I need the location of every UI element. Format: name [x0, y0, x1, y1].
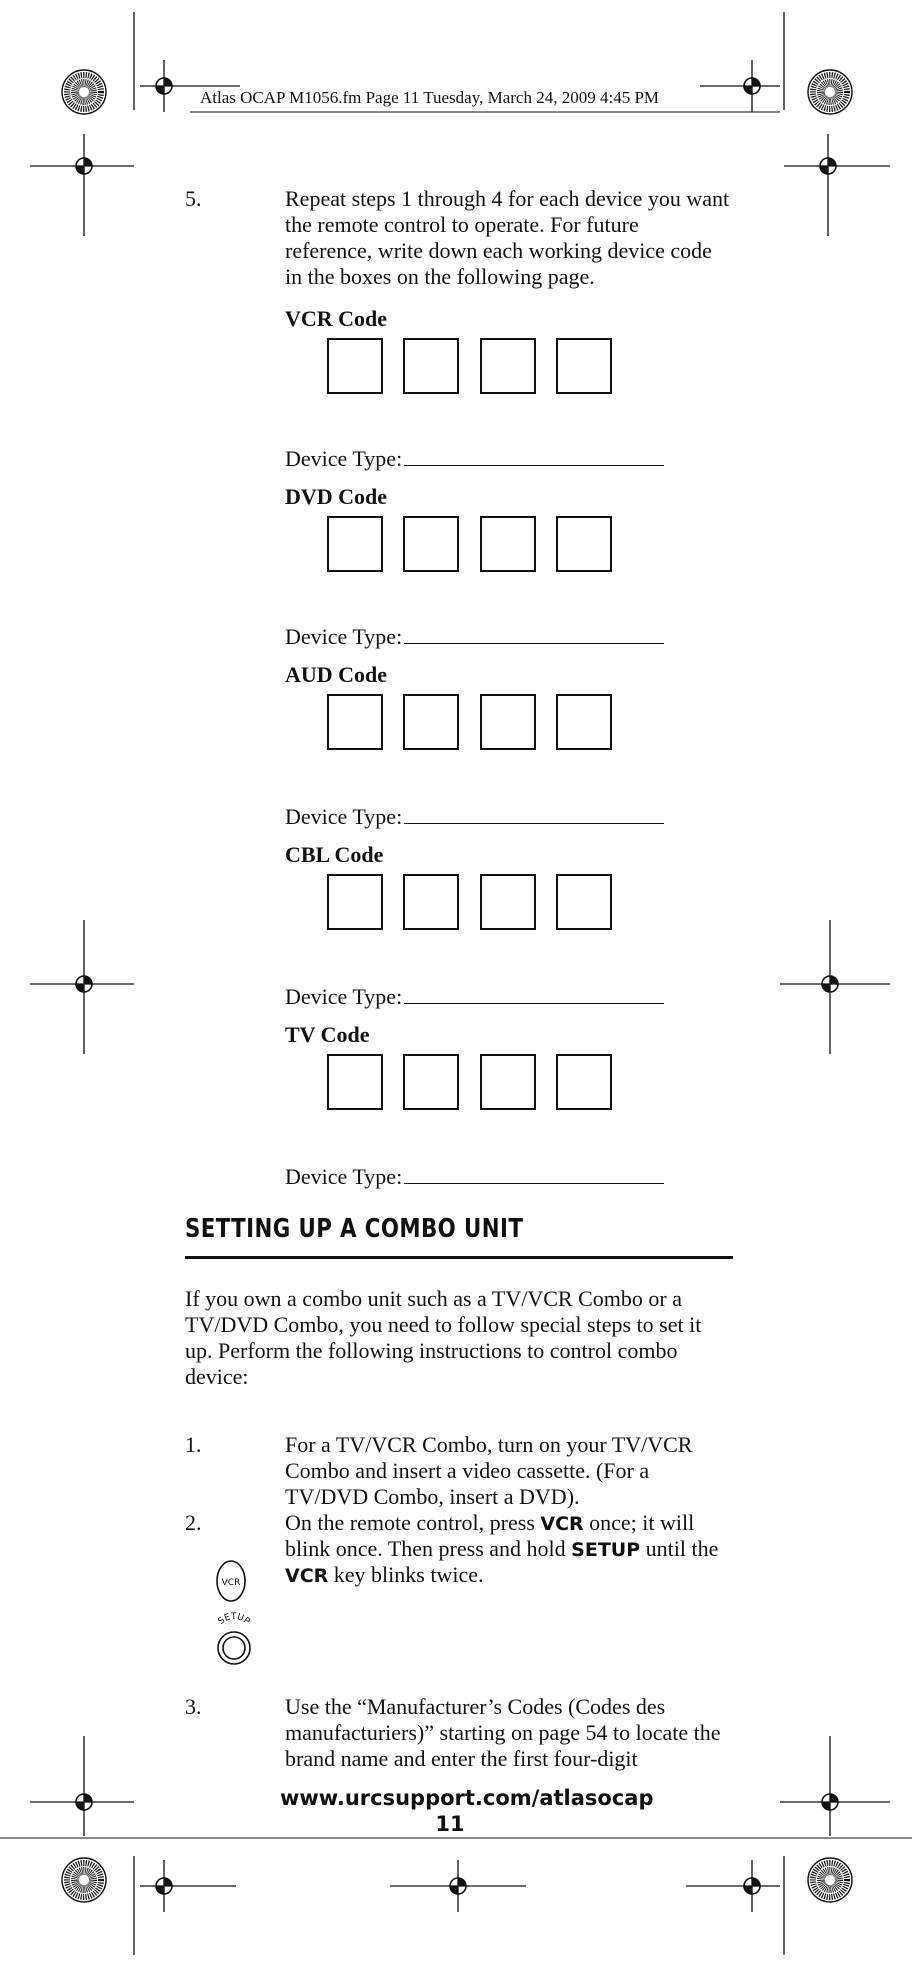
svg-text:SETUP	[217, 1612, 252, 1627]
device-type-field	[285, 1164, 664, 1190]
code-digit-box[interactable]	[556, 338, 612, 394]
code-digit-box[interactable]	[327, 694, 383, 750]
step-text	[285, 1510, 733, 1588]
code-digit-box[interactable]	[480, 874, 536, 930]
code-label: VCR Code	[285, 306, 388, 331]
code-label: AUD Code	[285, 662, 388, 687]
device-type-blank[interactable]	[404, 985, 664, 1004]
code-label: CBL Code	[285, 842, 384, 867]
code-digit-box[interactable]	[327, 1054, 383, 1110]
code-digit-box[interactable]	[480, 516, 536, 572]
footer-url: www.urcsupport.com/atlasocap	[280, 1786, 654, 1810]
device-type-label: Device Type:	[285, 446, 403, 471]
code-digit-box[interactable]	[556, 874, 612, 930]
code-digit-box[interactable]	[403, 694, 459, 750]
device-type-blank[interactable]	[404, 805, 664, 824]
step-text-part: once; it will blink once. Then press and hold	[285, 1510, 695, 1561]
step-text-part: On the remote control, press	[285, 1510, 541, 1535]
vcr-key-label: VCR	[285, 1564, 329, 1587]
code-digit-box[interactable]	[327, 338, 383, 394]
code-digit-box[interactable]	[403, 874, 459, 930]
device-type-label: Device Type:	[285, 804, 403, 829]
vcr-key-label: VCR	[540, 1513, 584, 1535]
device-type-field	[285, 984, 664, 1010]
device-type-blank[interactable]	[404, 447, 664, 466]
code-digit-box[interactable]	[480, 338, 536, 394]
code-label: DVD Code	[285, 484, 388, 509]
code-digit-box[interactable]	[480, 1054, 536, 1110]
code-digit-box[interactable]	[403, 1054, 459, 1110]
step-text: Use the “Manufacturer’s Codes (Codes des manufacturiers)” starting on page 54 to locate the brand name and enter the first four-digit	[285, 1694, 721, 1771]
step-number: 5.	[185, 186, 202, 211]
device-type-label: Device Type:	[285, 624, 403, 649]
step-text: Repeat steps 1 through 4 for each device you want the remote control to operate. For future reference, write down each working device code in the boxes on the following page.	[285, 186, 730, 289]
intro-paragraph: If you own a combo unit such as a TV/VCR Combo or a TV/DVD Combo, you need to follow special steps to set it up. Perform the following instructions to control combo device:	[185, 1286, 702, 1389]
code-digit-box[interactable]	[403, 338, 459, 394]
device-type-blank[interactable]	[404, 1165, 664, 1184]
step-text: For a TV/VCR Combo, turn on your TV/VCR Combo and insert a video cassette. (For a TV/DVD Combo, insert a DVD).	[285, 1432, 693, 1509]
code-digit-box[interactable]	[480, 694, 536, 750]
device-type-blank[interactable]	[404, 625, 664, 644]
code-digit-box[interactable]	[556, 1054, 612, 1110]
device-type-label: Device Type:	[285, 1164, 403, 1189]
vcr-icon-text: VCR	[221, 1578, 241, 1588]
heading-rule	[185, 1256, 733, 1259]
code-label: TV Code	[285, 1022, 370, 1047]
step-text-part: until the	[640, 1535, 719, 1561]
step-text-part: key blinks twice.	[328, 1561, 484, 1587]
step-number: 1.	[185, 1432, 202, 1457]
step-number: 3.	[185, 1694, 202, 1719]
section-heading: SETTING UP A COMBO UNIT	[185, 1214, 524, 1244]
code-digit-box[interactable]	[556, 516, 612, 572]
setup-key-label: SETUP	[571, 1538, 641, 1561]
setup-button-icon	[210, 1612, 258, 1668]
vcr-button-icon	[214, 1558, 248, 1604]
code-digit-box[interactable]	[327, 874, 383, 930]
page-header-slug: Atlas OCAP M1056.fm Page 11 Tuesday, March 24, 2009 4:45 PM	[200, 88, 660, 107]
device-type-field	[285, 446, 664, 472]
code-digit-box[interactable]	[556, 694, 612, 750]
code-digit-box[interactable]	[403, 516, 459, 572]
page-number: 11	[435, 1812, 465, 1836]
setup-icon-text: SETUP	[216, 1612, 252, 1627]
code-digit-box[interactable]	[327, 516, 383, 572]
device-type-field	[285, 624, 664, 650]
device-type-label: Device Type:	[285, 984, 403, 1009]
step-number: 2.	[185, 1510, 202, 1535]
device-type-field	[285, 804, 664, 830]
